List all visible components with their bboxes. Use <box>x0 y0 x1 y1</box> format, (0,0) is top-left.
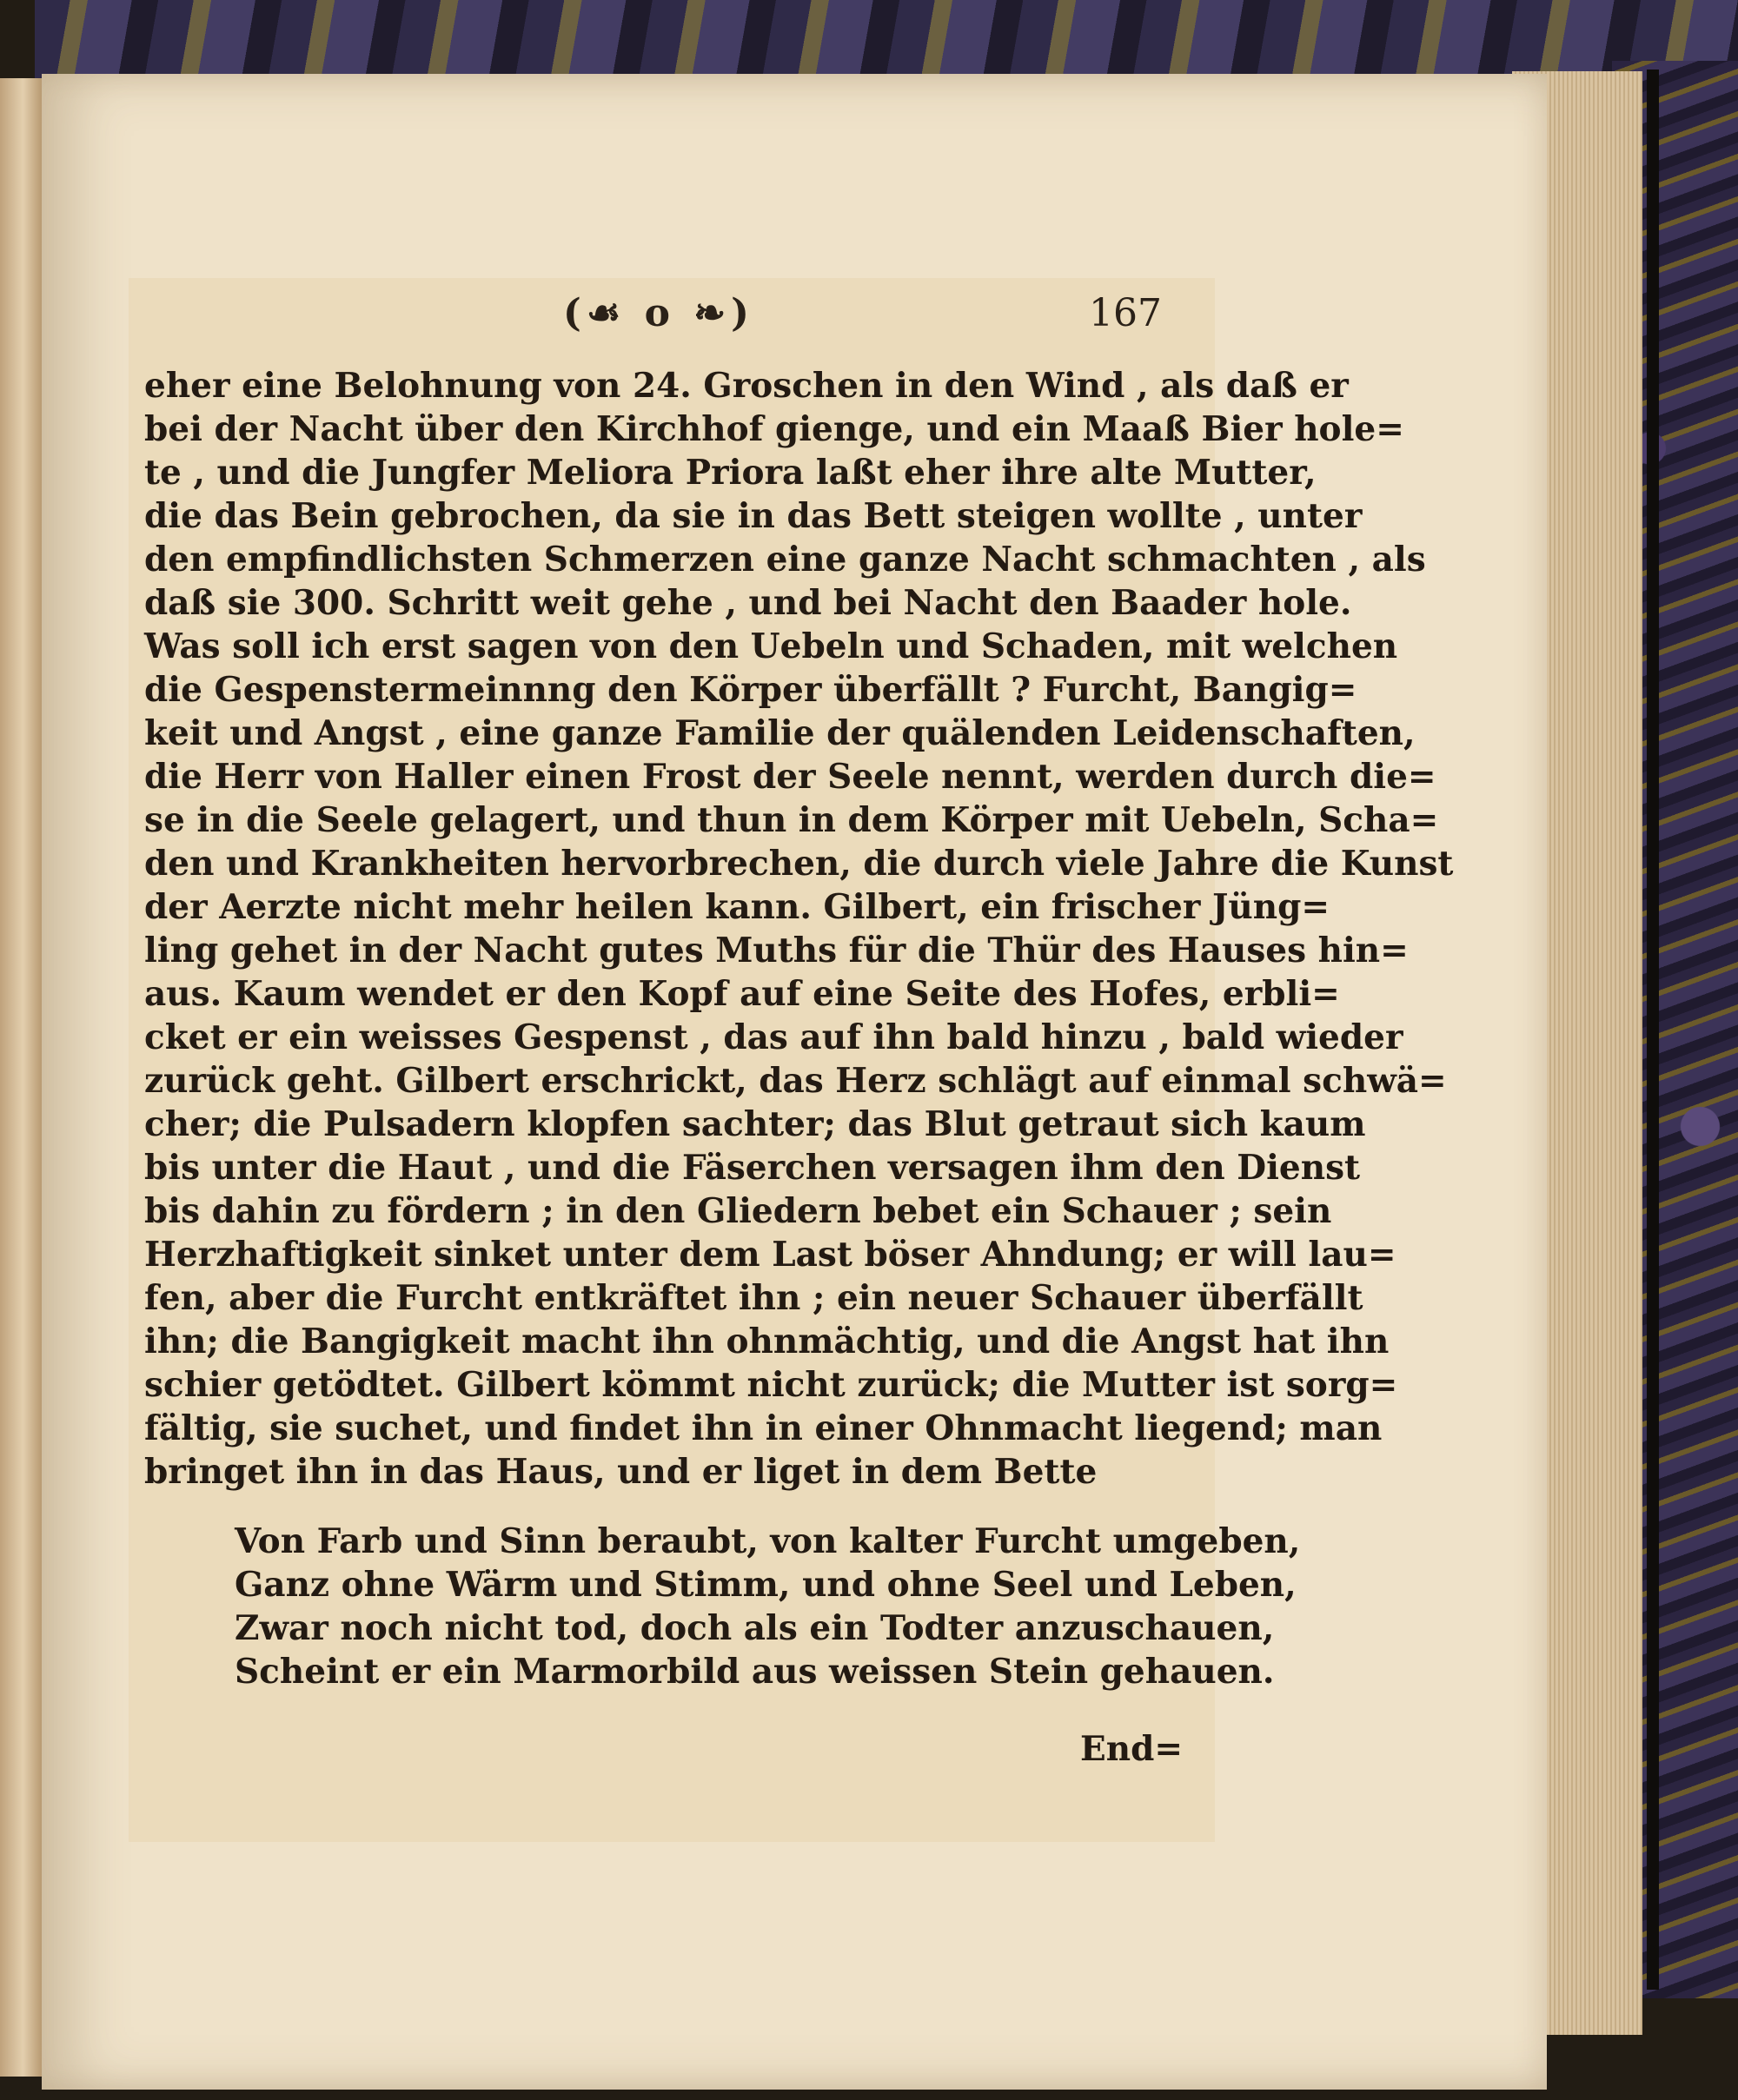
body-line: Was soll ich erst sagen von den Uebeln und Schaden, mit welchen <box>144 626 1398 666</box>
body-line: bis unter die Haut , und die Fäserchen versagen ihm den Dienst <box>144 1148 1361 1188</box>
body-line: cket er ein weisses Gespenst , das auf ihn bald hinzu , bald wieder <box>144 1017 1403 1057</box>
verse-line: Zwar noch nicht tod, doch als ein Todter anzuschauen, <box>235 1608 1275 1648</box>
body-line: fen, aber die Furcht entkräftet ihn ; ein neuer Schauer überfällt <box>144 1278 1363 1318</box>
verse-line: Scheint er ein Marmorbild aus weissen Stein gehauen. <box>235 1652 1275 1692</box>
body-line: bei der Nacht über den Kirchhof gienge, und ein Maaß Bier hole= <box>144 409 1404 449</box>
body-line: bis dahin zu fördern ; in den Gliedern bebet ein Schauer ; sein <box>144 1191 1332 1231</box>
body-line: te , und die Jungfer Meliora Priora laßt eher ihre alte Mutter, <box>144 453 1317 493</box>
catchword: End= <box>1080 1729 1184 1769</box>
body-line: keit und Angst , eine ganze Familie der quälenden Leidenschaften, <box>144 713 1416 753</box>
body-line: fältig, sie suchet, und findet ihn in einer Ohnmacht liegend; man <box>144 1408 1383 1448</box>
left-page-edge <box>0 78 42 2077</box>
body-line: se in die Seele gelagert, und thun in dem Körper mit Uebeln, Scha= <box>144 800 1439 840</box>
book-page <box>42 74 1547 2090</box>
body-line: schier getödtet. Gilbert kömmt nicht zurück; die Mutter ist sorg= <box>144 1365 1398 1405</box>
body-line: daß sie 300. Schritt weit gehe , und bei Nacht den Baader hole. <box>144 583 1352 623</box>
body-line: eher eine Belohnung von 24. Groschen in den Wind , als daß er <box>144 366 1349 406</box>
page-number: 167 <box>1089 291 1162 335</box>
body-line: ihn; die Bangigkeit macht ihn ohnmächtig, und die Angst hat ihn <box>144 1322 1390 1361</box>
body-line: cher; die Pulsadern klopfen sachter; das Blut getraut sich kaum <box>144 1104 1366 1144</box>
body-line: zurück geht. Gilbert erschrickt, das Herz schlägt auf einmal schwä= <box>144 1061 1447 1101</box>
body-line: die Gespenstermeinnng den Körper überfällt ? Furcht, Bangig= <box>144 670 1357 710</box>
body-line: aus. Kaum wendet er den Kopf auf eine Seite des Hofes, erbli= <box>144 974 1340 1014</box>
body-line: ling gehet in der Nacht gutes Muths für die Thür des Hauses hin= <box>144 931 1409 971</box>
running-head-ornament: (☙ o ❧) <box>563 291 754 335</box>
body-line: die Herr von Haller einen Frost der Seele nennt, werden durch die= <box>144 757 1436 797</box>
verse-line: Ganz ohne Wärm und Stimm, und ohne Seel und Leben, <box>235 1565 1297 1605</box>
body-line: den empfindlichsten Schmerzen eine ganze Nacht schmachten , als <box>144 540 1426 580</box>
body-line: die das Bein gebrochen, da sie in das Bett steigen wollte , unter <box>144 496 1363 536</box>
verse-line: Von Farb und Sinn beraubt, von kalter Furcht umgeben, <box>235 1521 1301 1561</box>
body-line: den und Krankheiten hervorbrechen, die durch viele Jahre die Kunst <box>144 844 1454 884</box>
body-line: der Aerzte nicht mehr heilen kann. Gilbert, ein frischer Jüng= <box>144 887 1330 927</box>
body-line: Herzhaftigkeit sinket unter dem Last böser Ahndung; er will lau= <box>144 1235 1396 1275</box>
marbled-top-edge <box>35 0 1738 83</box>
cover-spine-edge <box>1647 70 1659 1990</box>
body-line: bringet ihn in das Haus, und er liget in dem Bette <box>144 1452 1098 1492</box>
